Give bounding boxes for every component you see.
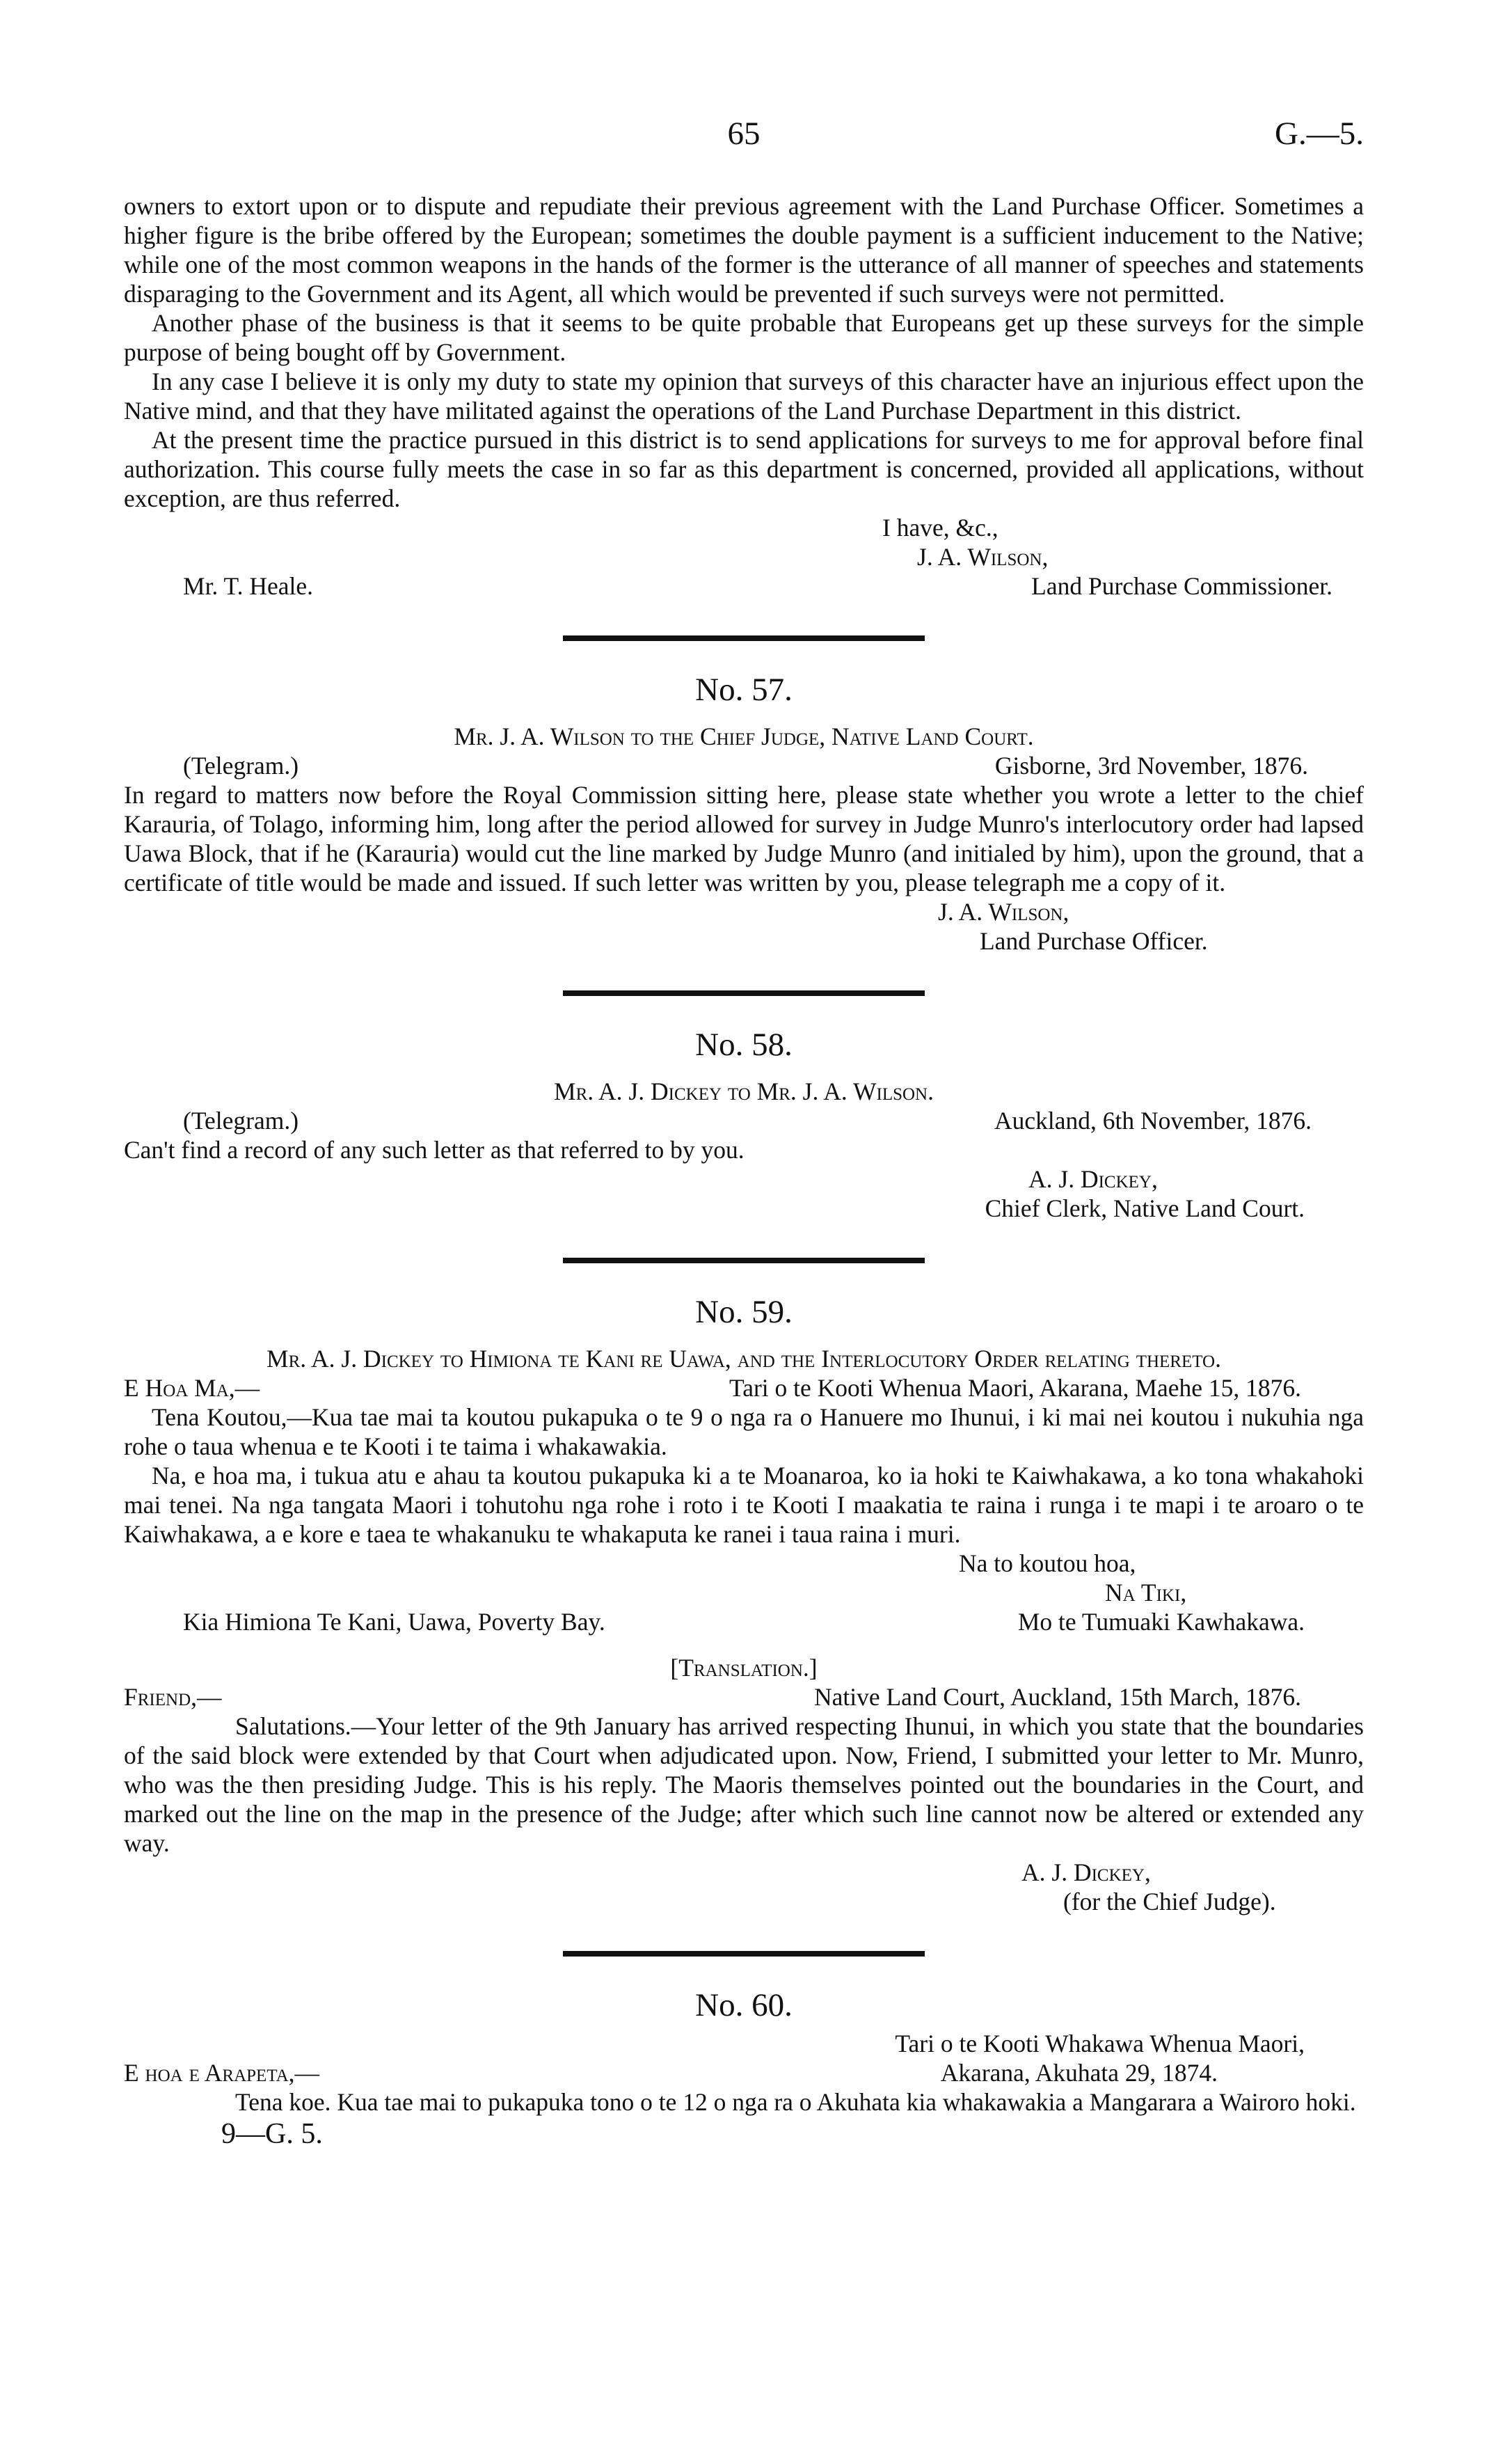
section-divider — [563, 1258, 925, 1263]
letter-kind: (Telegram.) — [183, 1107, 299, 1135]
closing: Na to koutou hoa, — [959, 1549, 1136, 1577]
place-date: Native Land Court, Auckland, 15th March, 1876. — [814, 1683, 1301, 1711]
addressee: Mr. T. Heale. — [183, 572, 313, 600]
office-line: Tari o te Kooti Whakawa Whenua Maori, — [895, 2030, 1305, 2057]
signer-title: Land Purchase Officer. — [980, 927, 1208, 955]
letter-no-58 — [124, 1024, 1364, 1223]
paragraph: Tena koe. Kua tae mai to pukapuka tono o te 12 o nga ra o Akuhata kia whakawakia a Mangarara a Wairoro hoki. — [235, 2088, 1356, 2116]
paragraph: At the present time the practice pursued in this district is to send applications for surveys to me for approval before final authorization. This course fully meets the case in so far as this department is concerned, provided all applications, without exception, are thus referred. — [124, 426, 1364, 512]
section-divider — [563, 990, 925, 996]
signer-name: Na Tiki, — [1105, 1579, 1187, 1606]
letter-number: No. 58. — [695, 1027, 793, 1063]
letter-number: No. 60. — [695, 1987, 793, 2023]
paragraph: Na, e hoa ma, i tukua atu e ahau ta koutou pukapuka ki a te Moanaroa, ko ia hoki te Kaiwhakawa, a ko tona whakahoki mai tenei. Na nga tangata Maori i tohutohu nga rohe i roto i te Kooti I maakatia te raina i runga i te mapi i te aroaro o te Kaiwhakawa, a e kore e taea te whakanuku te whakaputa ke ranei i taua raina i muri. — [124, 1462, 1364, 1548]
paragraph: Tena Koutou,—Kua tae mai ta koutou pukapuka o te 9 o nga ra o Hanuere mo Ihunui, i ki mai nei koutou i nukuhia nga rohe o taua whenua e te Kooti i te taima i whakawakia. — [124, 1403, 1364, 1460]
place-date: Tari o te Kooti Whenua Maori, Akarana, Maehe 15, 1876. — [729, 1374, 1301, 1402]
page-header — [124, 115, 1364, 171]
document-signature: G.—5. — [1275, 116, 1364, 152]
section-divider — [563, 635, 925, 641]
salutation-line — [124, 1373, 1364, 1402]
paragraph: In any case I believe it is only my duty to state my opinion that surveys of this character have an injurious effect upon the Native mind, and that they have militated against the operations of the Land Purchase Department in this district. — [124, 368, 1364, 425]
translation-label: [Translation.] — [670, 1654, 818, 1682]
letter-kind: (Telegram.) — [183, 752, 299, 780]
salutation: E Hoa Ma,— — [124, 1374, 260, 1402]
addressee-line — [124, 571, 1364, 601]
signer-title: (for the Chief Judge). — [1063, 1888, 1276, 1915]
section-divider — [563, 1951, 925, 1957]
signer-title: Chief Clerk, Native Land Court. — [985, 1194, 1305, 1222]
signer-name: J. A. Wilson, — [938, 898, 1069, 926]
paragraph: In regard to matters now before the Royal Commission sitting here, please state whether you wrote a letter to the chief Karauria, of Tolago, informing him, long after the period allowed for survey in Judge Munro's interlocutory order had lapsed Uawa Block, that if he (Karauria) would cut the line marked by Judge Munro (and initialed by him), upon the ground, that a certificate of title would be made and issued. If such letter was written by you, please telegraph me a copy of it. — [124, 781, 1364, 896]
signer-name: J. A. Wilson, — [917, 543, 1049, 571]
recipient-line — [124, 1607, 1364, 1636]
page-number: 65 — [727, 116, 761, 152]
recipient: Kia Himiona Te Kani, Uawa, Poverty Bay. — [183, 1608, 605, 1636]
letter-number: No. 59. — [695, 1294, 793, 1330]
signer-title: Land Purchase Commissioner. — [1031, 572, 1332, 600]
paragraph: owners to extort upon or to dispute and repudiate their previous agreement with the Land Purchase Officer. Sometimes a higher figure is the bribe offered by the European; sometimes the double payment is a sufficient inducement to the Native; while one of the most common weapons in the hands of the former is the utterance of all manner of speeches and statements disparaging to the Government and its Agent, all which would be prevented if such surveys were not permitted. — [124, 192, 1364, 308]
letter-no-57 — [124, 669, 1364, 956]
place-date: Akarana, Akuhata 29, 1874. — [940, 2059, 1218, 2087]
place-date: Auckland, 6th November, 1876. — [994, 1107, 1312, 1135]
salutation-line — [124, 2058, 1364, 2087]
folio-mark: 9—G. 5. — [221, 2118, 323, 2150]
signer-name: A. J. Dickey, — [1028, 1165, 1158, 1193]
signer-name: A. J. Dickey, — [1021, 1858, 1151, 1886]
paragraph: Salutations.—Your letter of the 9th January has arrived respecting Ihunui, in which you state that the boundaries of the said block were extended by that Court when adjudicated upon. Now, Friend, I submitted your letter to Mr. Munro, who was the then presiding Judge. This is his reply. The Maoris themselves pointed out the boundaries in the Court, and marked out the line on the map in the presence of the Judge; after which such line cannot now be altered or extended any way. — [124, 1712, 1364, 1857]
salutation: E hoa e Arapeta,— — [124, 2059, 320, 2087]
signer-title: Mo te Tumuaki Kawhakawa. — [1017, 1608, 1305, 1636]
telegram-line — [124, 1106, 1364, 1135]
letter-continuation — [124, 191, 1364, 601]
telegram-line — [124, 751, 1364, 780]
paragraph: Another phase of the business is that it seems to be quite probable that Europeans get up these surveys for the simple purpose of being bought off by Government. — [124, 309, 1364, 366]
place-date: Gisborne, 3rd November, 1876. — [994, 752, 1308, 780]
closing: I have, &c., — [882, 514, 998, 542]
salutation-line — [124, 1682, 1364, 1712]
letter-number: No. 57. — [695, 672, 793, 708]
document-body — [124, 191, 1364, 2149]
letter-subject: Mr. A. J. Dickey to Mr. J. A. Wilson. — [554, 1077, 934, 1105]
letter-subject: Mr. A. J. Dickey to Himiona te Kani re Uawa, and the Interlocutory Order relating thereto. — [266, 1345, 1221, 1373]
letter-no-59 — [124, 1291, 1364, 1916]
paragraph: Can't find a record of any such letter as that referred to by you. — [124, 1136, 745, 1164]
letter-no-60 — [124, 1984, 1364, 2117]
salutation: Friend,— — [124, 1683, 222, 1711]
letter-subject: Mr. J. A. Wilson to the Chief Judge, Native Land Court. — [454, 722, 1034, 750]
